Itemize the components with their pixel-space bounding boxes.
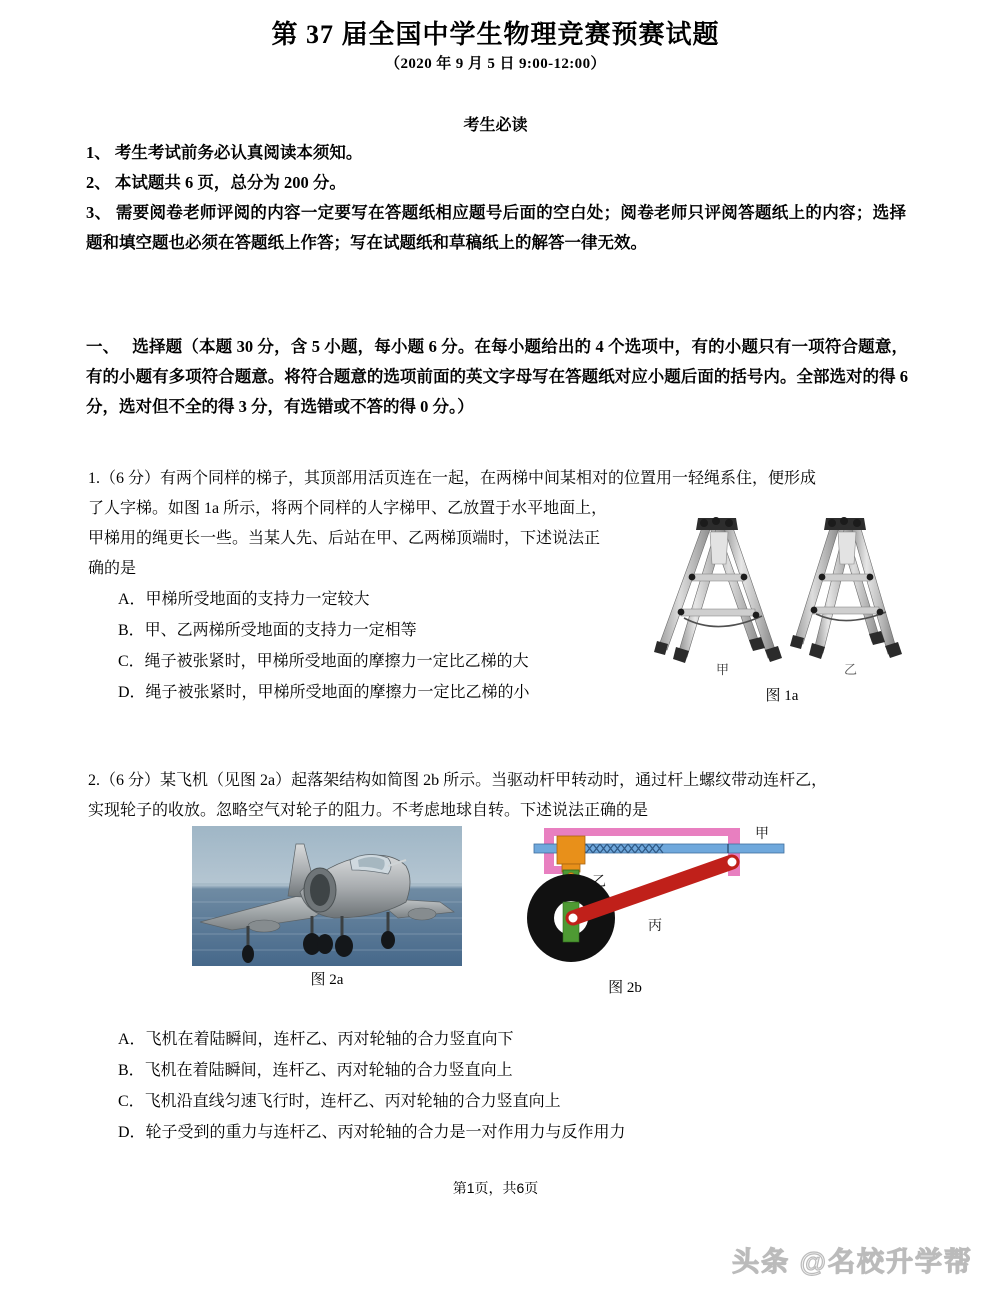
question-2-option-d[interactable]: D．轮子受到的重力与连杆乙、丙对轮轴的合力是一对作用力与反作用力 <box>118 1124 626 1141</box>
notice-item-3: 3、 需要阅卷老师评阅的内容一定要写在答题纸相应题号后面的空白处；阅卷老师只评阅答题纸上的内容；选择题和填空题也必须在答题纸上作答；写在试题纸和草稿纸上的解答一律无效。 <box>86 203 906 252</box>
figure-1a-caption: 图 1a <box>765 688 799 704</box>
ladder-label-yi: 乙 <box>844 662 858 677</box>
section-one-body: 选择题（本题 30 分，含 5 小题，每小题 6 分。在每小题给出的 4 个选项中，有的小题只有一项符合题意，有的小题有多项符合题意。将符合题意的选项前面的英文字母写在答题纸对应小题后面的括号内。全部选对的得 6 分，选对但不全的得 3 分，有选错或不答的得 0 分。） <box>86 337 909 416</box>
label-link-yi: 乙 <box>592 875 606 890</box>
figure-2a-caption: 图 2a <box>310 972 344 988</box>
ladder-label-jia: 甲 <box>716 662 730 677</box>
question-1-line-2: 了人字梯。如图 1a 所示，将两个同样的人字梯甲、乙放置于水平地面上， <box>88 500 608 517</box>
question-1-option-d[interactable]: D．绳子被张紧时，甲梯所受地面的摩擦力一定比乙梯的小 <box>118 684 530 701</box>
question-1-line-4: 确的是 <box>88 560 137 577</box>
question-1-line-3: 甲梯用的绳更长一些。当某人先、后站在甲、乙两梯顶端时，下述说法正 <box>88 530 601 547</box>
page-title: 第 37 届全国中学生物理竞赛预赛试题 <box>271 20 720 49</box>
aircraft-photo <box>192 826 462 966</box>
label-drive-rod-jia: 甲 <box>755 827 769 842</box>
figure-2b-caption: 图 2b <box>608 980 642 996</box>
figure-2b <box>500 820 785 1005</box>
question-1-option-c[interactable]: C．绳子被张紧时，甲梯所受地面的摩擦力一定比乙梯的大 <box>118 653 529 670</box>
section-one-text <box>86 332 908 422</box>
question-1-option-a[interactable]: A．甲梯所受地面的支持力一定较大 <box>118 591 370 608</box>
exam-datetime: （2020 年 9 月 5 日 9:00-12:00） <box>385 56 606 72</box>
question-2-line-2: 实现轮子的收放。忽略空气对轮子的阻力。不考虑地球自转。下述说法正确的是 <box>88 802 649 819</box>
ladder-jia <box>654 517 782 663</box>
question-2-body <box>88 766 908 826</box>
question-1-option-b[interactable]: B．甲、乙两梯所受地面的支持力一定相等 <box>118 622 417 639</box>
question-1-line-1: 1.（6 分）有两个同样的梯子，其顶部用活页连在一起，在两梯中间某相对的位置用一轻绳系住，便形成 <box>88 470 817 487</box>
ladder-yi <box>790 517 902 659</box>
question-2-option-b[interactable]: B．飞机在着陆瞬间，连杆乙、丙对轮轴的合力竖直向上 <box>118 1062 513 1079</box>
page-footer: 第1页，共6页 <box>452 1180 539 1196</box>
notice-item-1: 1、 考生考试前务必认真阅读本须知。 <box>86 143 363 162</box>
question-2-option-c[interactable]: C．飞机沿直线匀速飞行时，连杆乙、丙对轮轴的合力竖直向上 <box>118 1093 561 1110</box>
figure-2a <box>192 826 462 1001</box>
question-1-options <box>118 584 678 708</box>
label-link-bing: 丙 <box>648 919 662 934</box>
section-one-label: 一、 <box>86 337 120 356</box>
question-2-option-a[interactable]: A．飞机在着陆瞬间，连杆乙、丙对轮轴的合力竖直向下 <box>118 1031 514 1048</box>
notice-list <box>86 138 906 258</box>
notice-heading: 考生必读 <box>463 117 528 134</box>
ladders-illustration <box>648 508 916 686</box>
notice-item-2: 2、 本试题共 6 页，总分为 200 分。 <box>86 173 346 192</box>
harrier-jet-illustration <box>192 826 462 966</box>
question-2-line-1: 2.（6 分）某飞机（见图 2a）起落架结构如简图 2b 所示。当驱动杆甲转动时，通过杆上螺纹带动连杆乙， <box>88 772 828 789</box>
question-2-options <box>118 1024 758 1148</box>
section-one-heading <box>86 332 908 422</box>
figure-1a <box>648 508 916 708</box>
landing-gear-schematic <box>500 820 785 980</box>
watermark: 头条 @名校升学帮 <box>732 1247 973 1277</box>
